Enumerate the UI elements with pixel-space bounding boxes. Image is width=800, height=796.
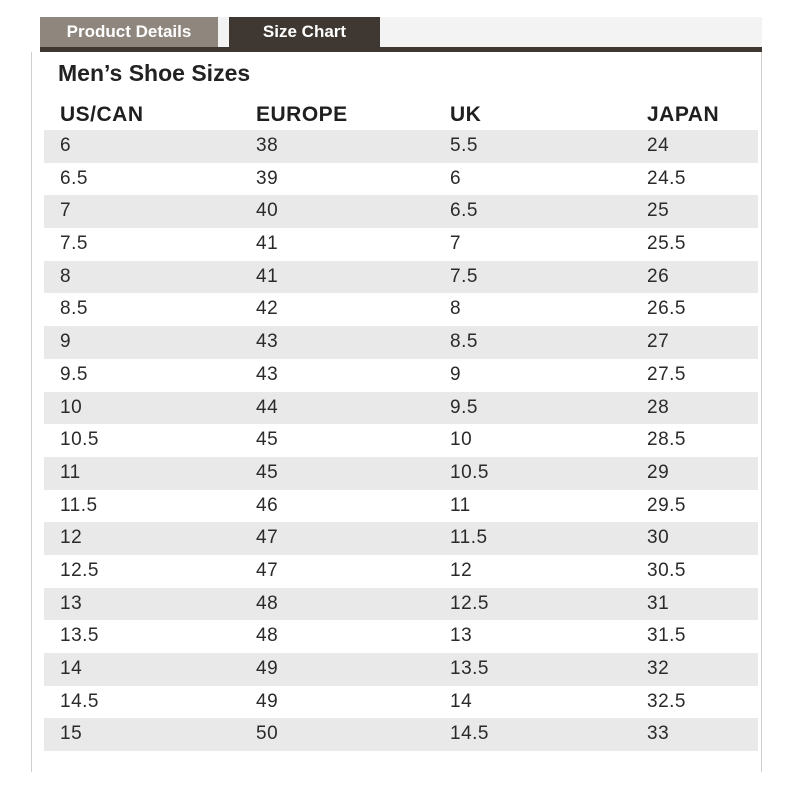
cell-uk: 9.5	[450, 396, 478, 418]
cell-europe: 49	[256, 690, 279, 712]
cell-uk: 6.5	[450, 200, 478, 222]
table-row	[44, 555, 758, 588]
cell-uk: 7.5	[450, 265, 478, 287]
panel-border-right	[761, 52, 762, 772]
tab-product-details[interactable]: Product Details	[40, 17, 218, 50]
cell-japan: 27.5	[647, 363, 686, 385]
cell-uk: 10	[450, 429, 473, 451]
cell-japan: 29	[647, 461, 670, 483]
table-row	[44, 588, 758, 621]
cell-europe: 43	[256, 363, 279, 385]
table-row	[44, 620, 758, 653]
cell-uk: 11.5	[450, 527, 488, 549]
cell-uk: 7	[450, 233, 462, 255]
cell-europe: 45	[256, 429, 279, 451]
cell-europe: 48	[256, 625, 279, 647]
cell-us-can: 8	[60, 265, 72, 287]
cell-us-can: 11	[60, 461, 81, 483]
tab-underline-bar	[40, 47, 762, 52]
table-row	[44, 718, 758, 751]
cell-uk: 14	[450, 690, 473, 712]
cell-uk: 13	[450, 625, 473, 647]
cell-us-can: 6	[60, 135, 72, 156]
cell-europe: 47	[256, 559, 279, 581]
cell-europe: 47	[256, 527, 279, 549]
cell-us-can: 15	[60, 723, 83, 745]
table-row	[44, 686, 758, 719]
tab-size-chart[interactable]: Size Chart	[229, 17, 380, 50]
tab-bar	[40, 17, 762, 50]
cell-europe: 43	[256, 331, 279, 353]
cell-us-can: 7.5	[60, 233, 88, 255]
cell-europe: 39	[256, 167, 279, 189]
cell-uk: 6	[450, 167, 462, 189]
cell-us-can: 14	[60, 658, 83, 679]
cell-europe: 41	[256, 233, 279, 255]
cell-uk: 14.5	[450, 723, 489, 745]
cell-uk: 12.5	[450, 592, 489, 614]
cell-europe: 46	[256, 494, 279, 516]
cell-japan: 26.5	[647, 298, 686, 320]
cell-japan: 25.5	[647, 233, 686, 255]
cell-us-can: 11.5	[60, 494, 98, 516]
cell-japan: 32	[647, 658, 670, 679]
cell-japan: 24.5	[647, 167, 686, 189]
cell-us-can: 9	[60, 331, 72, 353]
cell-europe: 44	[256, 396, 279, 418]
cell-japan: 29.5	[647, 494, 686, 516]
cell-uk: 13.5	[450, 658, 489, 679]
cell-europe: 38	[256, 135, 279, 156]
cell-japan: 28.5	[647, 429, 686, 451]
size-chart-title: Men’s Shoe Sizes	[58, 60, 251, 86]
cell-japan: 31	[647, 592, 670, 614]
cell-japan: 26	[647, 265, 670, 287]
cell-us-can: 10	[60, 396, 83, 418]
cell-us-can: 8.5	[60, 298, 88, 320]
cell-uk: 8	[450, 298, 462, 320]
column-header-japan: JAPAN	[647, 103, 720, 126]
table-row	[44, 261, 758, 294]
cell-uk: 9	[450, 363, 462, 385]
cell-japan: 25	[647, 200, 670, 222]
size-table	[44, 100, 758, 751]
column-header-europe: EUROPE	[256, 103, 348, 126]
cell-japan: 24	[647, 135, 670, 156]
table-row	[44, 326, 758, 359]
cell-europe: 41	[256, 265, 279, 287]
table-row	[44, 195, 758, 228]
cell-uk: 10.5	[450, 461, 489, 483]
cell-japan: 33	[647, 723, 670, 745]
cell-japan: 32.5	[647, 690, 686, 712]
cell-us-can: 6.5	[60, 167, 88, 189]
cell-us-can: 10.5	[60, 429, 99, 451]
cell-us-can: 9.5	[60, 363, 88, 385]
cell-us-can: 13.5	[60, 625, 99, 647]
cell-uk: 11	[450, 494, 471, 516]
cell-uk: 8.5	[450, 331, 478, 353]
cell-uk: 12	[450, 559, 473, 581]
cell-japan: 27	[647, 331, 670, 353]
cell-uk: 5.5	[450, 135, 478, 156]
panel-border-left	[31, 52, 32, 772]
table-row	[44, 228, 758, 261]
table-row	[44, 359, 758, 392]
cell-japan: 31.5	[647, 625, 686, 647]
table-row	[44, 653, 758, 686]
cell-japan: 30	[647, 527, 670, 549]
cell-europe: 45	[256, 461, 279, 483]
cell-europe: 48	[256, 592, 279, 614]
cell-japan: 30.5	[647, 559, 686, 581]
table-row	[44, 293, 758, 326]
cell-us-can: 12.5	[60, 559, 99, 581]
cell-us-can: 7	[60, 200, 72, 222]
table-row	[44, 163, 758, 196]
cell-europe: 49	[256, 658, 279, 679]
table-row	[44, 490, 758, 523]
column-header-us-can: US/CAN	[60, 103, 144, 126]
cell-europe: 42	[256, 298, 279, 320]
cell-us-can: 12	[60, 527, 83, 549]
cell-us-can: 13	[60, 592, 83, 614]
table-row	[44, 424, 758, 457]
table-row	[44, 457, 758, 490]
table-body	[44, 130, 758, 751]
column-header-uk: UK	[450, 103, 482, 126]
table-row	[44, 130, 758, 163]
table-row	[44, 522, 758, 555]
table-row	[44, 392, 758, 425]
table-header-row	[44, 100, 758, 130]
cell-europe: 50	[256, 723, 279, 745]
cell-us-can: 14.5	[60, 690, 99, 712]
cell-japan: 28	[647, 396, 670, 418]
cell-europe: 40	[256, 200, 279, 222]
